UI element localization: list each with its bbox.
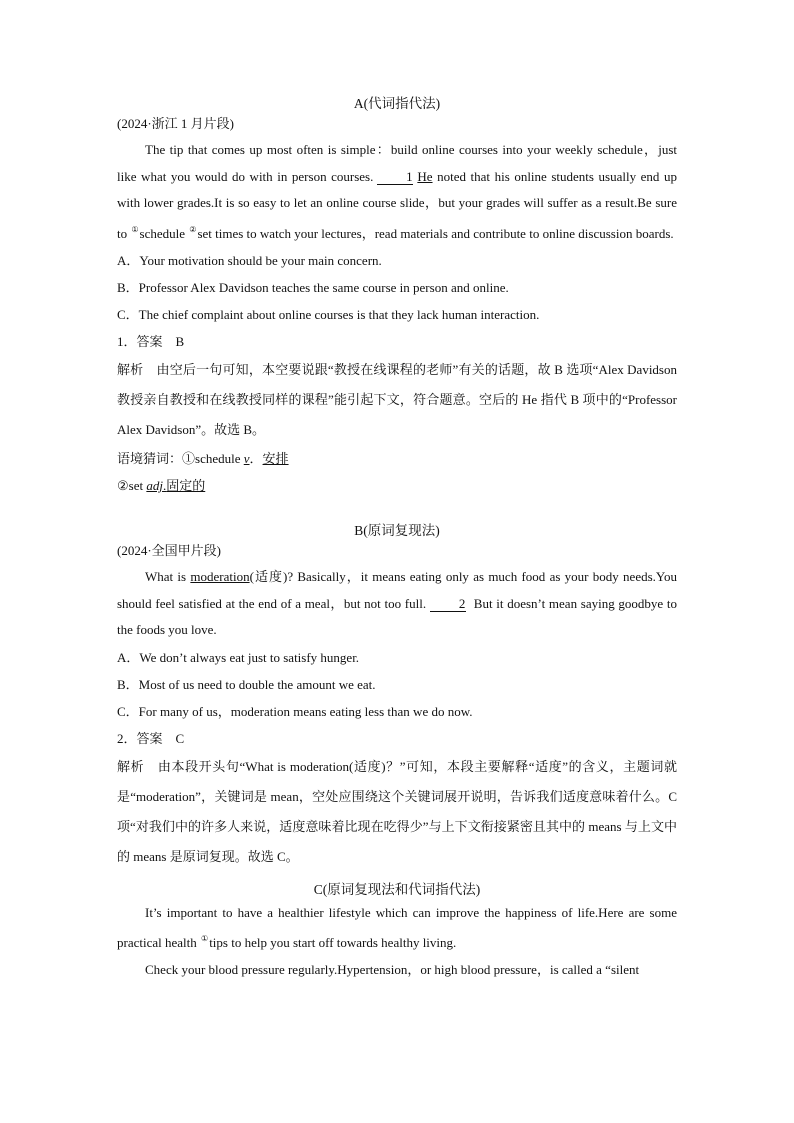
section-c-passage-2: Check your blood pressure regularly.Hypertension，or high blood pressure，is called a “silent [145,961,640,977]
analysis-1: 解析 由空后一句可知，本空要说跟“教授在线课程的老师”有关的话题，故 B 选项“Alex Davidson 教授亲自教授和在线教授同样的课程”能引起下文，符合题意。空后的 He 指代 B 项中的“Professor Alex Davidson”。故选 B。 [117,362,677,437]
passage-text: (适度)? Basically，it means eating only as much food as your body needs.You should feel satisfied at the end of a meal，but not too full. [117,569,677,611]
section-c-passage [117,900,677,957]
vocab-meaning: 固定的 [166,478,206,493]
vocab-word: ②set [117,478,147,493]
vocab-word: ①schedule [182,451,244,466]
option-b: B．Professor Alex Davidson teaches the same course in person and online. [117,280,509,295]
section-b-title: B(原词复现法) [354,523,440,538]
vocab-line-2: ②set adj.固定的 [117,478,206,493]
answer-1: 1．答案 B [117,334,185,349]
section-a-passage [117,137,677,247]
section-a-title: A(代词指代法) [353,96,441,111]
option-c: C．For many of us，moderation means eating less than we do now. [117,703,473,719]
marker-1: ① [131,224,139,234]
vocab-meaning: 安排 [262,451,289,466]
option-c: C．The chief complaint about online courses is that they lack human interaction. [117,307,540,322]
passage-text: What is [145,569,191,584]
passage-text: noted that his online students usually end up with lower grades.It is so easy to let an online course slide，but your grades will suffer as a result.Be sure to [117,168,677,241]
document-page [117,94,677,983]
word-moderation: moderation [190,569,250,584]
blank-2: 2 [430,597,466,612]
word-schedule: schedule [139,225,189,241]
passage-text: set times to watch your lectures，read materials and contribute to online discussion boards. [197,225,674,241]
marker-1: ① [201,934,209,943]
passage-text: But it doesn’t mean saying goodbye to the foods you love. [117,595,677,637]
section-b-passage [117,564,677,644]
vocab-pos: v [243,451,250,466]
analysis-2: 解析 由本段开头句“What is moderation(适度)？”可知，本段主要解释“适度”的含义，主题词就是“moderation”，关键词是 mean，空处应围绕这个关键词展开说明，告诉我们适度意味着什么。C 项“对我们中的许多人来说，适度意味着比现在吃得少”与上下文衔接紧密且其中的 means 与上文中的 means 是原词复现。故选 C。 [117,758,677,864]
pronoun-he: He [417,168,433,184]
vocab-pos: adj [146,478,163,493]
option-a: A．Your motivation should be your main concern. [117,253,382,268]
option-a: A．We don’t always eat just to satisfy hunger. [117,649,360,665]
passage-text: It’s important to have a healthier lifestyle which can improve the happiness of life.Here are some practical health [117,904,677,950]
blank-1: 1 [377,170,413,185]
passage-text: The tip that comes up most often is simple：build online courses into your weekly schedule，just like what you would do with in person courses. [117,142,677,184]
answer-2: 2．答案 C [117,730,185,746]
section-b-source: (2024·全国甲片段) [117,543,221,558]
option-b: B．Most of us need to double the amount we eat. [117,676,376,692]
marker-2: ② [189,224,197,234]
passage-text: tips to help you start off towards healthy living. [209,935,457,950]
section-c-title: C(原词复现法和代词指代法) [313,881,481,897]
vocab-label: 语境猜词： [117,451,183,466]
vocab-line-1: 语境猜词：①schedule v．安排 [117,451,289,466]
section-a-source: (2024·浙江 1 月片段) [117,116,234,131]
